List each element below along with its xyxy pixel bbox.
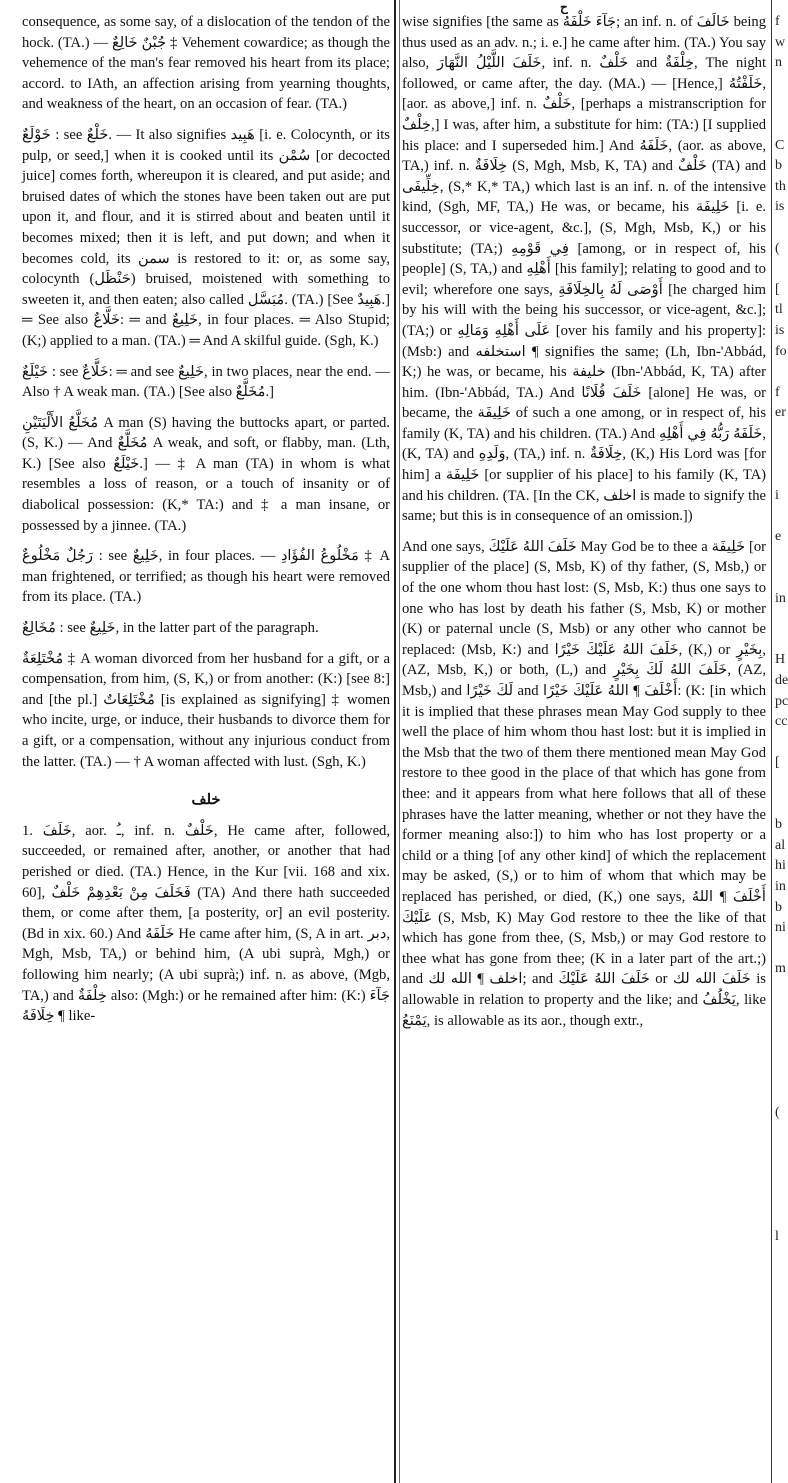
edge-fragment <box>775 465 788 486</box>
edge-fragment: b <box>775 817 782 833</box>
edge-fragment: C <box>775 137 785 153</box>
edge-fragment: [ <box>775 755 780 771</box>
entry-paragraph: 1. خَلَفَ, aor. ـُ, inf. n. خَلْفٌ, He came after, followed, succeeded, or remained after, another, or another that had perished or died. (TA.) Hence, in the Kur [vii. 168 and xix. 60], فَخَلَفَ مِنْ بَعْدِهِمْ خَلْفٌ (TA) And there hath succeeded them, or come after them, [a posterity, or] an evil posterity. (Bd in xix. 60.) And خَلَفَهُ He came after him, (S, A in art. دبر, Mgh, Msb, TA,) or behind him, (A ubi suprà, Mgh,) or following him nearly; (A ubi suprà;) inf. n. as above, (Mgb, TA,) and خِلْفَةٌ also: (Mgh:) or he remained after him: (K:) جَآءَ خِلَافَهُ ¶ like- <box>22 822 390 1025</box>
entry-paragraph: consequence, as some say, of a dislocation of the tendon of the hock. (TA.) — جُبْنٌ خَالِعٌ ‡ Vehement cowardice; as though the vehemence of the man's fear removed his heart from its place; accord. to IAth, an affection arising from yearning thoughts, and weakness of the heart, on an occasion of fear. (TA.) <box>22 14 390 113</box>
column-divider-thin <box>399 0 400 1483</box>
entry-paragraph: خَيْلَعٌ : see خَلَّاعٌ: ═ and see خَلِيعٌ, in two places, near the end. — Also † A weak man. (TA.) [See also مُخَلَّعٌ.] <box>22 363 390 401</box>
edge-fragment: hi <box>775 858 786 874</box>
edge-fragment <box>775 1001 788 1022</box>
edge-fragment: l <box>775 1229 779 1245</box>
edge-fragment <box>775 444 788 465</box>
edge-fragment <box>775 1124 788 1145</box>
entry-paragraph: مُخْتَلِعَةٌ ‡ A woman divorced from her husband for a gift, or a compensation, from him, (S, K,) or from another: (K:) [see 8:] and [the pl.] مُخْتَلِعَاتٌ [is explained as signifying] ‡ women who incite, urge, or induce, their husbands to divorce them for a gift, or a compensation, without any injurious conduct from the latter. (TA.) — † A woman affected with lust. (Sgh, K.) <box>22 650 390 770</box>
edge-fragment: f <box>775 384 780 400</box>
adjacent-page-edge <box>775 12 788 1472</box>
edge-fragment <box>775 1186 788 1207</box>
edge-fragment: pc <box>775 693 788 709</box>
entry-paragraph: خَوْلَعٌ : see خَلْعٌ. — It also signifies هَبِيد [i. e. Colocynth, or its pulp, or seed,] when it is cooked until its سُمْن [or decocted juice] comes forth, whereupon it is cleared, and put aside; and bruised dates of which the stones have been taken out are put upon it, and flour, and it is stirred about and beaten until it becomes mixed; then it is left, and put down; and when it becomes cold, its سمن is restored to it: or, as some say, colocynth (حَنْظَل) bruised, moistened with something to sweeten it, and then eaten; also called مُبَسَّل. (TA.) [See هَبِيدٌ.] ═ See also خَلَّاعٌ: ═ and خَلِيعٌ, in four places. ═ Also Stupid; (K;) applied to a man. (TA.) ═ And A skilful guide. (Sgh, K.) <box>22 126 391 349</box>
page-header-mark: ح <box>560 0 568 14</box>
edge-fragment: e <box>775 528 782 544</box>
edge-fragment: in <box>775 590 786 606</box>
edge-fragment <box>775 939 788 960</box>
edge-fragment <box>775 980 788 1001</box>
entry-paragraph: مُخَلَّعُ الأَلْيَتَيْنِ A man (S) having the buttocks apart, or parted. (S, K.) — And مُخَلَّعٌ A weak, and soft, or flabby, man. (Lth, K.) [See also خَيْلَعٌ.] — ‡ A man (TA) in whom is what resembles a loss of reason, or a touch of insanity or of diabolical possession: (K,* TA:) and ‡ a man insane, or possessed by a jinnee. (TA.) <box>22 414 391 534</box>
edge-fragment: al <box>775 837 786 853</box>
edge-fragment <box>775 424 788 445</box>
column-divider <box>394 0 396 1483</box>
edge-fragment <box>775 115 788 136</box>
edge-fragment <box>775 1206 788 1227</box>
edge-fragment <box>775 1165 788 1186</box>
edge-fragment: ni <box>775 920 786 936</box>
edge-fragment: fo <box>775 343 787 359</box>
edge-fragment: tl <box>775 302 783 318</box>
edge-fragment: m <box>775 961 786 977</box>
edge-fragment <box>775 774 788 795</box>
edge-fragment <box>775 733 788 754</box>
edge-fragment: [ <box>775 281 780 297</box>
edge-fragment: in <box>775 878 786 894</box>
edge-fragment: n <box>775 55 782 71</box>
edge-fragment: b <box>775 158 782 174</box>
entry-paragraph: مُخَالِعٌ : see خَلِيعٌ, in the latter part of the paragraph. <box>22 620 319 637</box>
edge-fragment <box>775 74 788 95</box>
edge-fragment <box>775 1062 788 1083</box>
edge-fragment: ( <box>775 240 780 256</box>
edge-fragment: is <box>775 199 785 215</box>
edge-fragment: er <box>775 405 786 421</box>
edge-fragment <box>775 1309 788 1330</box>
edge-fragment <box>775 1083 788 1104</box>
edge-fragment: w <box>775 34 786 50</box>
edge-fragment <box>775 795 788 816</box>
edge-fragment <box>775 1289 788 1310</box>
edge-fragment <box>775 218 788 239</box>
right-edge-divider <box>771 0 772 1483</box>
edge-fragment: cc <box>775 714 788 730</box>
edge-fragment: ( <box>775 1105 780 1121</box>
edge-fragment <box>775 1145 788 1166</box>
edge-fragment <box>775 94 788 115</box>
edge-fragment: i <box>775 487 779 503</box>
edge-fragment: is <box>775 322 785 338</box>
edge-fragment <box>775 1042 788 1063</box>
entry-paragraph: رَجُلٌ مَخْلُوعٌ : see خَلِيعٌ, in four places. — مَخْلُوعُ الفُؤَادِ ‡ A man frightened, or terrified; as though his heart were removed from its place. (TA.) <box>22 548 390 606</box>
edge-fragment <box>775 259 788 280</box>
edge-fragment <box>775 506 788 527</box>
edge-fragment: th <box>775 178 786 194</box>
edge-fragment <box>775 609 788 630</box>
entry-paragraph: wise signifies [the same as جَآءَ خَلْفَهُ; an inf. n. of خَالَفَ being thus used as an adv. n.; i. e.] he came after him. (TA.) You say also, خَلَفَ اللَّيْلُ النَّهَارَ, inf. n. خَلْفٌ and خِلْفَةٌ, The night followed, or came after, the day. (MA.) — [Hence,] خَلَفْتُهُ, [aor. as above,] inf. n. خَلْفٌ, [perhaps a mistranscription for خِلْفٌ,] I was, after him, a substitute for him: (TA:) [I supplied his place: and I superseded him.] And خَلَفَهُ, (aor. as above, TA,) inf. n. خِلَافَةٌ (S, Mgh, Msb, K, TA) and خَلْفٌ (TA) and خِلِّيفَى, (S,* K,* TA,) which last is an inf. n. of the intensive kind, (Sgh, MF, TA,) He was, or became, his خَلِيفَة [i. e. successor, or vice-agent, &c.], (S, Mgh, Msb, K,) or his substitute; (TA;) فِي قَوْمِهِ [among, or in respect of, his people] (S, TA,) and أَهْلِهِ [his family]; relating to good and to evil; wherefore one says, أَوْصَى لَهُ بِالخِلَافَةِ [he charged him by his will with the being his successor, or vice-agent, &c.]; (TA;) or عَلَى أَهْلِهِ وَمَالِهِ [over his family and his property]: (Msb:) and استخلفه ¶ signifies the same; (Lh, Ibn-'Abbád, K;) he was, or became, his خليفة (Ibn-'Abbád, K, TA) after him. (Ibn-'Abbád, TA.) And خَلَفَ فُلَانًا [alone] He was, or became, the خَلِيفَة of such a one among, or in respect of, his family (K, TA) and his children. (TA.) And خَلَفَهُ رَبُّهُ فِي أَهْلِهِ, (K, TA) and وَلَدِهِ, (TA,) inf. n. خِلَافَةٌ, (K,) His Lord was [for him] a خَلِيفَة [or supplier of his place] to his family (K, TA) and his children. (TA. [In the CK, اخلف is made to signify the same; but this is in consequence of an omission.]) <box>402 14 767 525</box>
edge-fragment <box>775 1021 788 1042</box>
edge-fragment: H <box>775 652 786 668</box>
edge-fragment <box>775 1268 788 1289</box>
edge-fragment: de <box>775 673 788 688</box>
section-header: خلف <box>191 792 221 809</box>
edge-fragment: b <box>775 899 782 915</box>
edge-fragment <box>775 568 788 589</box>
entry-paragraph: And one says, خَلَفَ اللهُ عَلَيْكَ May God be to thee a خَلِيفَة [or supplier of the place] (S, Msb, K) of thy father, (S, Msb,) or of the one whom thou hast lost: (S, Msb, K:) thus one says to one who has lost by death his father (S, Msb, K) or mother (K) or paternal uncle (S, Msb) or any other who cannot be replaced: (Msb, K:) and خَلَفَ اللهُ عَلَيْكَ خَيْرًا, (K,) or بِخَيْرٍ, (AZ, Msb, K,) or both, (L,) and خَلَفَ اللهُ لَكَ بِخَيْرٍ, (AZ, Msb,) and لَكَ خَيْرًا and أَخْلَفَ ¶ اللهُ عَلَيْكَ خَيْرًا: (K: [in which it is implied that these phrases mean May God supply to thee well the place of him whom thou hast lost: but it is implied in the Msb that the two of them there mentioned mean May God restore to thee good in the place of that which has gone from thee: and it appears from what here follows that all of these phrases have the latter meaning, whether or not they have the former meaning also:]) to him who has lost property or a child or a thing [of any other kind] of which the replacement may be asked, (S,) or to him of whom that which may be replaced has perished, or died, (K,) one says, أَخْلَفَ ¶ اللهُ عَلَيْكَ (S, Msb, K) May God restore to thee the like of that which has gone from thee, (S, Msb,) or may God restore to thee what has gone from thee; (K in a later part of the art.;) and اخلف ¶ الله لك; and خَلَفَ اللهُ عَلَيْكَ or خَلَفَ الله لك is allowable in relation to property and the like; and يَخْلُفُ, like يَمْنَعُ, is allowable as its aor., though extr., <box>402 538 767 1029</box>
right-column <box>402 12 766 1041</box>
edge-fragment <box>775 362 788 383</box>
edge-fragment <box>775 1248 788 1269</box>
edge-fragment <box>775 547 788 568</box>
edge-fragment <box>775 630 788 651</box>
edge-fragment: f <box>775 14 780 29</box>
left-column <box>22 12 390 1037</box>
